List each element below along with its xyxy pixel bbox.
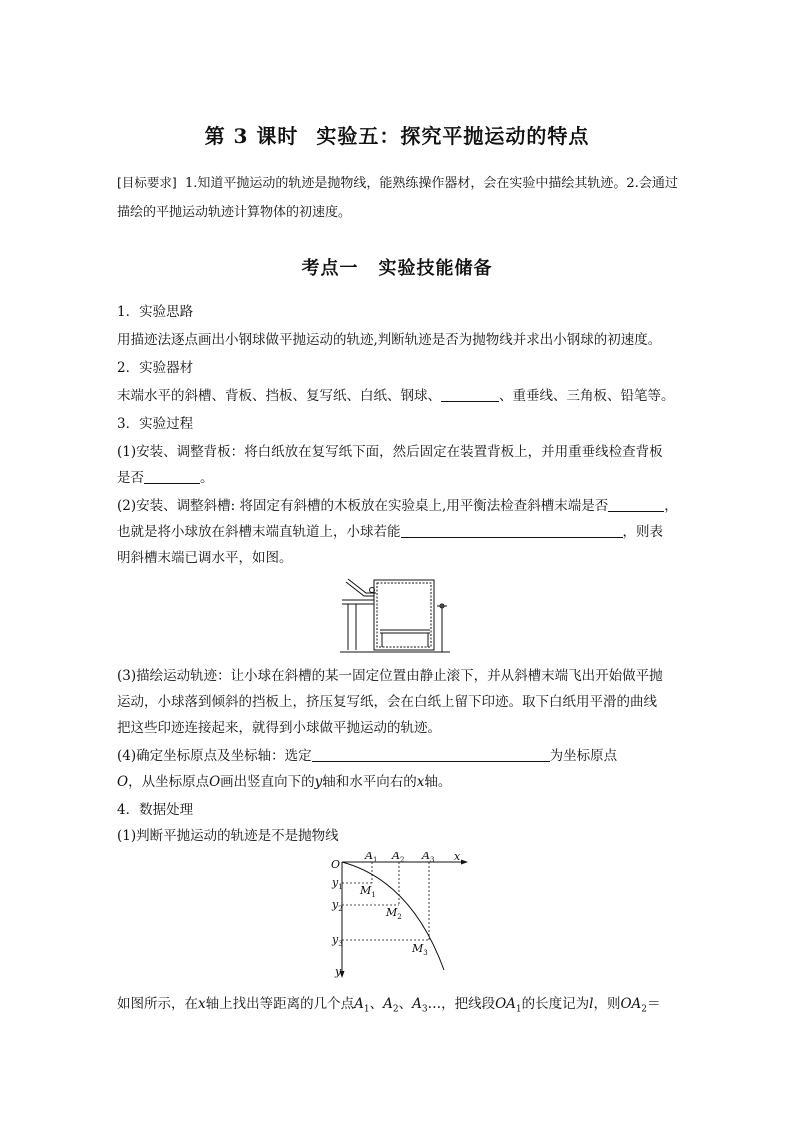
paragraph-1: 用描迹法逐点画出小钢球做平抛运动的轨迹,判断轨迹是否为抛物线并求出小钢球的初速度。 — [117, 332, 662, 348]
heading-1: 1．实验思路 — [117, 304, 194, 320]
symbol-oa: OA — [620, 996, 642, 1012]
fill-blank[interactable] — [401, 523, 623, 538]
paper-border — [377, 583, 431, 647]
subscript: 1 — [363, 1004, 370, 1015]
fill-blank[interactable] — [608, 497, 664, 512]
symbol-x: x — [198, 996, 206, 1012]
step-3-line-2: 运动，小球落到倾斜的挡板上，挤压复写纸，会在白纸上留下印迹。取下白纸用平滑的曲线 — [117, 694, 657, 710]
backboard — [374, 580, 434, 650]
goal-paragraph — [117, 168, 679, 227]
symbol-x: x — [416, 774, 425, 790]
section-heading — [0, 254, 794, 280]
step-1-line-2 — [117, 464, 679, 492]
data-step-1: (1)判断平抛运动的轨迹是不是抛物线 — [117, 828, 339, 844]
text: 、 — [398, 996, 413, 1012]
step-2-line-2 — [117, 518, 679, 546]
text: …，把线段 — [427, 996, 496, 1012]
point-a3: $A_3$ — [422, 852, 435, 864]
trajectory-graph — [326, 852, 476, 982]
text: 的长度记为 — [521, 996, 590, 1012]
text: ，则表 — [622, 524, 663, 540]
lesson-number: 第 3 课时 — [204, 124, 299, 148]
goal-label: [目标要求] — [117, 175, 177, 190]
subscript: 1 — [515, 1004, 522, 1015]
text: 轴和水平向右的 — [322, 774, 417, 790]
ramp-rail — [348, 579, 376, 593]
heading-2: 2．实验器材 — [117, 360, 194, 376]
x-axis-label: x — [454, 852, 461, 863]
section-number: 考点一 — [301, 258, 359, 279]
step-1-line-1: (1)安装、调整背板：将白纸放在复写纸下面，然后固定在装置背板上，并用重垂线检查背板 — [117, 444, 663, 460]
symbol-y: y — [314, 774, 323, 790]
text: (4)确定坐标原点及坐标轴：选定 — [117, 748, 312, 764]
subscript: 2 — [641, 1004, 648, 1015]
point-y1: $y_1$ — [332, 876, 343, 891]
heading-4: 4．数据处理 — [117, 802, 194, 818]
subscript: 3 — [421, 1004, 428, 1015]
text: ，则 — [593, 996, 621, 1012]
step-4-line-2 — [117, 768, 679, 796]
symbol-o: O — [209, 774, 221, 790]
symbol-oa: OA — [495, 996, 516, 1012]
text: 、 — [369, 996, 384, 1012]
text: 是否 — [117, 470, 144, 486]
section-name: 实验技能储备 — [378, 258, 493, 279]
symbol-a: A — [354, 996, 364, 1012]
text: ＝ — [647, 996, 661, 1012]
point-m2: $M_2$ — [386, 906, 402, 921]
point-a2: $A_2$ — [392, 852, 405, 864]
text: (2)安装、调整斜槽: 将固定有斜槽的木板放在实验桌上,用平衡法检查斜槽末端是否 — [117, 498, 609, 514]
step-3-line-1: (3)描绘运动轨迹：让小球在斜槽的某一固定位置由静止滚下，并从斜槽末端飞出开始做平抛 — [117, 668, 663, 684]
apparatus-figure — [340, 574, 456, 656]
text: 如图所示，在 — [117, 996, 198, 1012]
baffle — [380, 630, 430, 633]
text: ，从坐标原点 — [128, 774, 210, 790]
text: 末端水平的斜槽、背板、挡板、复写纸、白纸、钢球、 — [117, 388, 441, 404]
point-a1: $A_1$ — [365, 852, 378, 864]
text: 轴上找出等距离的几个点 — [205, 996, 355, 1012]
goal-text: 1.知道平抛运动的轨迹是抛物线，能熟练操作器材，会在实验中描绘其轨迹。2.会通过描绘的平抛运动轨迹计算物体的初速度。 — [117, 176, 678, 220]
guide-lines — [342, 862, 429, 940]
fill-blank[interactable] — [144, 469, 200, 484]
x-arrow — [461, 860, 468, 865]
step-4-line-1 — [117, 742, 679, 770]
symbol-a: A — [412, 996, 422, 1012]
symbol-o: O — [117, 774, 129, 790]
subscript: 2 — [392, 1004, 399, 1015]
point-m1: $M_1$ — [360, 884, 376, 899]
page-title — [0, 120, 794, 149]
text: 。 — [200, 470, 214, 486]
point-y2: $y_2$ — [332, 898, 343, 913]
text: 轴。 — [424, 774, 452, 790]
symbol-a: A — [383, 996, 393, 1012]
heading-3: 3．实验过程 — [117, 416, 194, 432]
paragraph-2 — [117, 382, 679, 410]
symbol-l: l — [589, 996, 594, 1012]
point-y3: $y_3$ — [332, 933, 343, 948]
y-axis-label: y — [335, 965, 342, 978]
step-2-line-3: 明斜槽末端已调水平，如图。 — [117, 550, 293, 566]
step-3-line-3: 把这些印迹连接起来，就得到小球做平抛运动的轨迹。 — [117, 720, 441, 736]
fill-blank[interactable] — [441, 387, 499, 402]
fill-blank[interactable] — [312, 747, 550, 762]
origin-label: O — [331, 858, 341, 871]
data-step-1-text — [117, 990, 679, 1024]
lesson-name: 实验五：探究平抛运动的特点 — [316, 124, 590, 148]
text: 、重垂线、三角板、铅笔等。 — [499, 388, 675, 404]
text: 为坐标原点 — [549, 748, 618, 764]
point-m3: $M_3$ — [412, 942, 428, 957]
step-2-line-1 — [117, 492, 679, 520]
text: 也就是将小球放在斜槽末端直轨道上，小球若能 — [117, 524, 401, 540]
text: ， — [664, 498, 678, 514]
text: 画出竖直向下的 — [220, 774, 315, 790]
